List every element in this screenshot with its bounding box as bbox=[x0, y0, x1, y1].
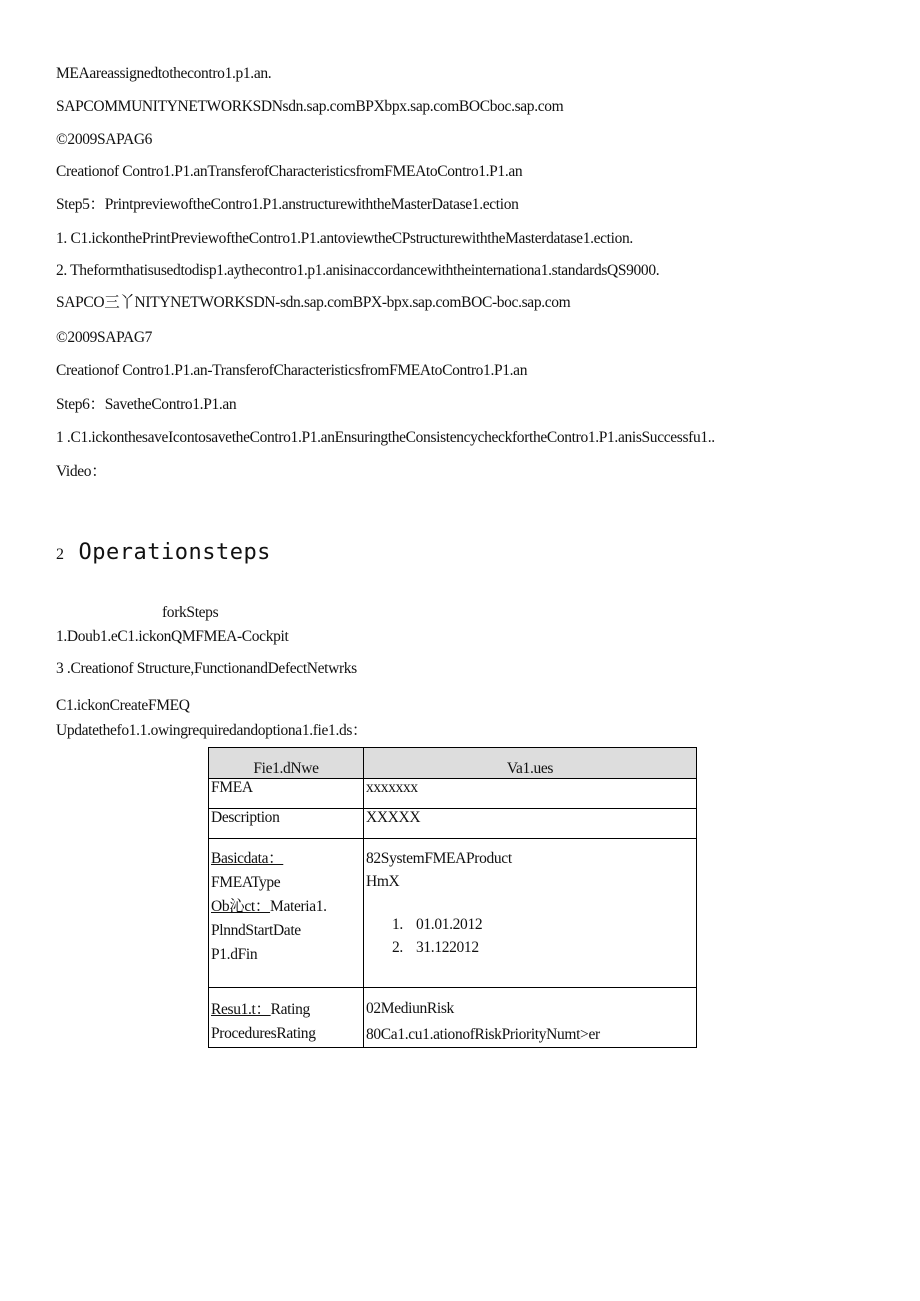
calculation-value: 80Ca1.cu1.ationofRiskPriorityNumt>er bbox=[366, 1026, 600, 1043]
field-name-cell: Description bbox=[209, 809, 364, 839]
text-line: SAPCOMMUNITYNETWORKSDNsdn.sap.comBPXbpx.sap.comBOCboc.sap.com bbox=[56, 98, 564, 115]
object-label-line bbox=[211, 895, 361, 919]
result-label-line bbox=[211, 998, 361, 1022]
step-line: forkSteps bbox=[162, 604, 219, 621]
header-values: Va1.ues bbox=[364, 748, 697, 779]
text-line: MEAareassignedtothecontro1.p1.an. bbox=[56, 65, 272, 82]
text-line: Step5：PrintpreviewoftheContro1.P1.anstructurewiththeMasterDatase1.ection bbox=[56, 196, 519, 213]
basic-data-label: Basicdata： bbox=[211, 850, 284, 867]
text-line: ©2009SAPAG6 bbox=[56, 131, 153, 148]
table-row bbox=[209, 988, 697, 1048]
text-line: ©2009SAPAG7 bbox=[56, 329, 153, 346]
value-cell: xxxxxxx bbox=[364, 779, 697, 809]
object-label: Ob沁ct： bbox=[211, 898, 271, 915]
section-title: Operationsteps bbox=[78, 540, 271, 565]
field-name-cell: FMEA bbox=[209, 779, 364, 809]
table-header-row bbox=[209, 748, 697, 779]
table-row bbox=[209, 839, 697, 988]
risk-value: 02MediunRisk bbox=[366, 1000, 454, 1017]
result-label: Resu1.t： bbox=[211, 1001, 271, 1018]
text-line: Step6：SavetheContro1.P1.an bbox=[56, 396, 237, 413]
section-heading bbox=[56, 540, 271, 565]
value-cell bbox=[364, 988, 697, 1048]
header-field-name: Fie1.dNwe bbox=[209, 748, 364, 779]
text-line: 2. Theformthatisusedtodisp1.aythecontro1.p1.anisinaccordancewiththeinternationa1.standardsQS9000. bbox=[56, 262, 660, 279]
list-item: 1. 01.01.2012 bbox=[392, 916, 483, 933]
step-line: 1.Doub1.eC1.ickonQMFMEA-Cockpit bbox=[56, 628, 289, 645]
table-row bbox=[209, 779, 697, 809]
value-cell: XXXXX bbox=[364, 809, 697, 839]
fmea-type-value: 82SystemFMEAProduct bbox=[366, 850, 512, 867]
text-line: 1 .C1.ickonthesaveIcontosavetheContro1.P1.anEnsuringtheConsistencycheckfortheContro1.P1.anisSuccessfu1.. bbox=[56, 429, 715, 446]
table-row bbox=[209, 809, 697, 839]
object-type: Materia1. bbox=[270, 898, 327, 915]
text-line: SAPCO三丫NITYNETWORKSDN-sdn.sap.comBPX-bpx.sap.comBOC-boc.sap.com bbox=[56, 294, 571, 311]
field-name-cell bbox=[209, 988, 364, 1048]
fields-table bbox=[208, 747, 697, 1048]
object-value: HmX bbox=[366, 873, 400, 890]
section-number: 2 bbox=[56, 546, 65, 563]
result-rating-label: Rating bbox=[270, 1001, 310, 1018]
value-cell bbox=[364, 839, 697, 988]
planned-finish-label: P1.dFin bbox=[211, 946, 258, 963]
procedures-rating-label: ProceduresRating bbox=[211, 1025, 316, 1042]
step-line: 3 .Creationof Structure,FunctionandDefectNetwrks bbox=[56, 660, 357, 677]
field-name-cell bbox=[209, 839, 364, 988]
text-line: Video： bbox=[56, 463, 107, 480]
planned-start-label: PlnndStartDate bbox=[211, 922, 301, 939]
step-line: C1.ickonCreateFMEQ bbox=[56, 697, 190, 714]
step-line: Updatethefo1.1.owingrequiredandoptiona1.fie1.ds： bbox=[56, 722, 368, 739]
fmea-type-label: FMEAType bbox=[211, 874, 281, 891]
planned-finish-value: 31.122012 bbox=[416, 939, 479, 956]
text-line: 1. C1.ickonthePrintPreviewoftheContro1.P1.antoviewtheCPstructurewiththeMasterdatase1.ection. bbox=[56, 230, 633, 247]
list-item: 2. 31.122012 bbox=[392, 939, 479, 956]
planned-start-value: 01.01.2012 bbox=[416, 916, 483, 933]
text-line: Creationof Contro1.P1.an-TransferofCharacteristicsfromFMEAtoContro1.P1.an bbox=[56, 362, 528, 379]
text-line: Creationof Contro1.P1.anTransferofCharacteristicsfromFMEAtoContro1.P1.an bbox=[56, 163, 523, 180]
